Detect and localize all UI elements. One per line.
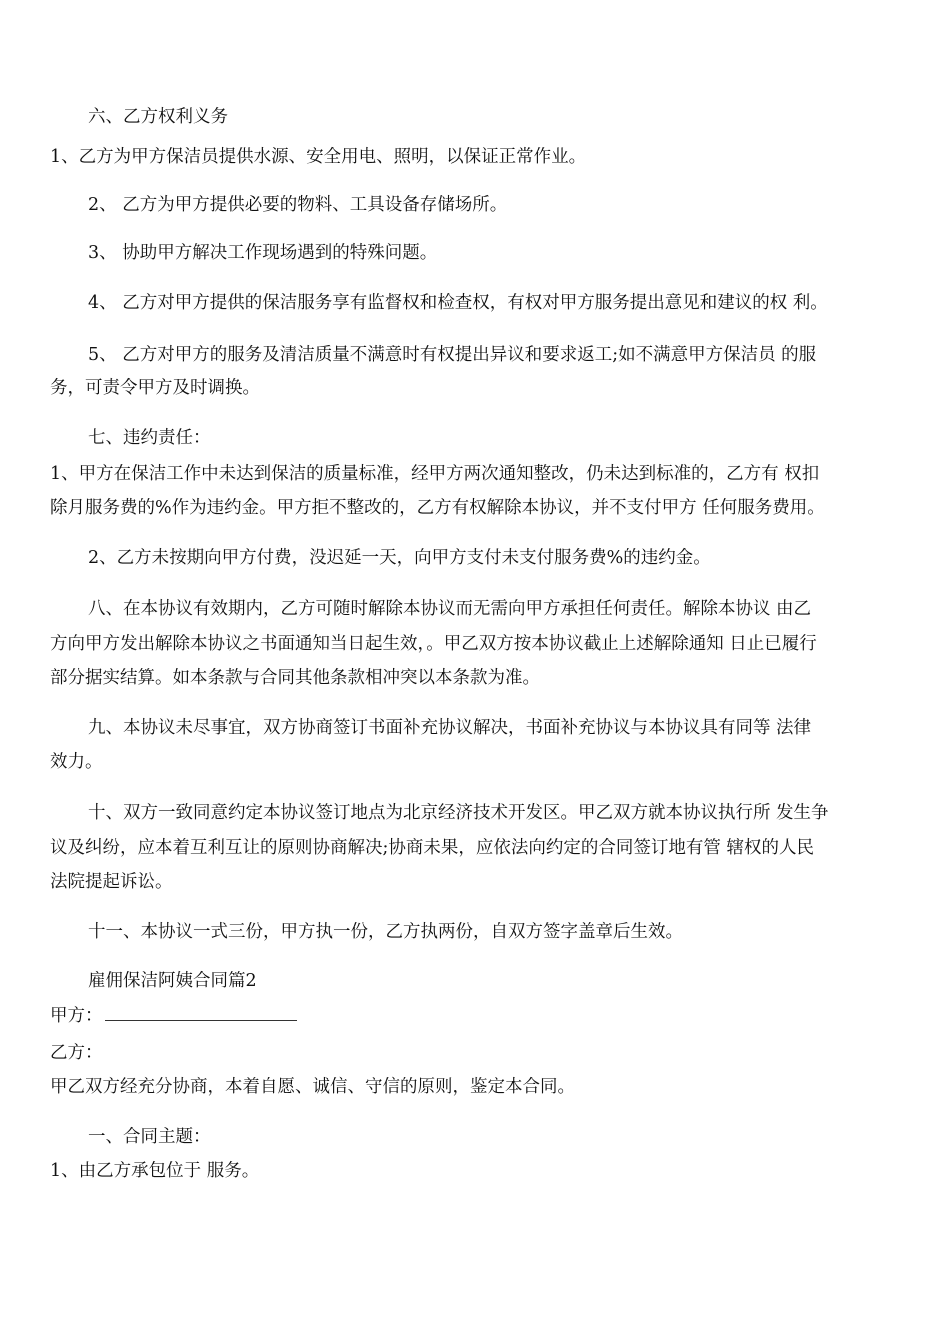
section-7-item-1-line-2: 除月服务费的%作为违约金。甲方拒不整改的，乙方有权解除本协议，并不支付甲方 任何服务费用。 [50,498,825,518]
party-a-blank [105,1004,297,1021]
article-2-title: 雇佣保洁阿姨合同篇2 [88,971,257,991]
section-9-line-1: 九、本协议未尽事宜，双方协商签订书面补充协议解决，书面补充协议与本协议具有同等 法律 [88,718,812,738]
section-6-item-5-line-2: 务，可责令甲方及时调换。 [50,378,260,398]
section-7-item-1-line-1: 1、甲方在保洁工作中未达到保洁的质量标准，经甲方两次通知整改，仍未达到标准的，乙方有 权扣 [50,464,820,484]
section-7-item-2: 2、乙方未按期向甲方付费，没迟延一天，向甲方支付未支付服务费%的违约金。 [88,548,711,568]
section-6-item-2: 2、 乙方为甲方提供必要的物料、工具设备存储场所。 [88,195,508,215]
section-8-line-3: 部分据实结算。如本条款与合同其他条款相冲突以本条款为准。 [50,668,540,688]
subject-title: 一、合同主题： [88,1127,211,1147]
preamble: 甲乙双方经充分协商，本着自愿、诚信、守信的原则，鉴定本合同。 [50,1077,575,1097]
section-6-item-5-line-1: 5、 乙方对甲方的服务及清洁质量不满意时有权提出异议和要求返工;如不满意甲方保洁员 的服 [88,345,817,365]
party-a-label: 甲方： [50,1006,103,1026]
section-8-line-2: 方向甲方发出解除本协议之书面通知当日起生效，。甲乙双方按本协议截止上述解除通知 日止已履行 [50,634,817,654]
section-8-line-1: 八、在本协议有效期内，乙方可随时解除本协议而无需向甲方承担任何责任。解除本协议 由乙 [88,599,812,619]
section-6-item-3: 3、 协助甲方解决工作现场遇到的特殊问题。 [88,243,438,263]
party-b-label: 乙方： [50,1043,103,1063]
section-10-line-1: 十、双方一致同意约定本协议签订地点为北京经济技术开发区。甲乙双方就本协议执行所 发生争 [88,803,829,823]
section-10-line-3: 法院提起诉讼。 [50,872,173,892]
section-6-title: 六、乙方权利义务 [88,107,228,127]
section-10-line-2: 议及纠纷，应本着互利互让的原则协商解决;协商未果，应依法向约定的合同签订地有管 辖权的人民 [50,838,814,858]
section-11: 十一、本协议一式三份，甲方执一份，乙方执两份，自双方签字盖章后生效。 [88,922,683,942]
section-9-line-2: 效力。 [50,752,103,772]
subject-item-1: 1、由乙方承包位于 服务。 [50,1161,260,1181]
section-6-item-1: 1、乙方为甲方保洁员提供水源、安全用电、照明，以保证正常作业。 [50,147,587,167]
party-a-row [50,1004,950,1027]
section-6-item-4: 4、 乙方对甲方提供的保洁服务享有监督权和检查权，有权对甲方服务提出意见和建议的权 利。 [88,293,828,313]
section-7-title: 七、违约责任： [88,428,211,448]
